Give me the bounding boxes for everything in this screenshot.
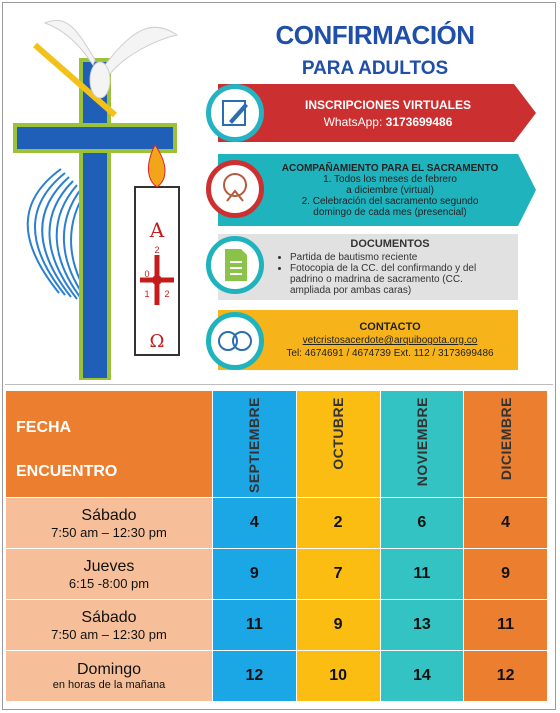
date-cell: 11	[464, 600, 548, 651]
whatsapp-number[interactable]: 3173699486	[385, 114, 453, 129]
banner4-circle	[206, 312, 264, 370]
svg-text:Ω: Ω	[149, 331, 165, 352]
table-row	[6, 549, 548, 600]
document-icon	[211, 241, 259, 289]
banner-arrow	[518, 154, 536, 226]
day-cell: Sábado 7:50 am – 12:30 pm	[6, 498, 213, 549]
month-header: OCTUBRE	[296, 391, 380, 498]
whatsapp-label: WhatsApp:	[323, 114, 383, 129]
date-cell: 11	[213, 600, 297, 651]
day-cell: Domingo en horas de la mañana	[6, 651, 213, 702]
day-cell: Sábado 7:50 am – 12:30 pm	[6, 600, 213, 651]
contact-heading: CONTACTO	[359, 321, 421, 333]
banner3-circle	[206, 236, 264, 294]
date-cell: 10	[296, 651, 380, 702]
cross-candle-illustration	[5, 5, 205, 380]
date-cell: 12	[213, 651, 297, 702]
svg-text:2: 2	[164, 289, 170, 299]
contact-icon	[211, 317, 259, 365]
documents-heading: DOCUMENTOS	[350, 238, 430, 250]
accompaniment-item: 1. Todos los meses de febrero	[323, 173, 457, 185]
day-cell: Jueves 6:15 -8:00 pm	[6, 549, 213, 600]
date-cell: 7	[296, 549, 380, 600]
header-encuentro: ENCUENTRO	[16, 463, 118, 480]
svg-text:A: A	[149, 218, 165, 242]
date-cell: 9	[464, 549, 548, 600]
contact-phones: Tel: 4674691 / 4674739 Ext. 112 / 3173699486	[286, 348, 494, 359]
svg-text:1: 1	[144, 289, 150, 299]
date-cell: 4	[464, 498, 548, 549]
svg-text:0: 0	[144, 269, 150, 279]
date-cell: 9	[213, 549, 297, 600]
header-fecha: FECHA	[16, 419, 72, 436]
month-header: DICIEMBRE	[464, 391, 548, 498]
date-cell: 11	[380, 549, 464, 600]
date-cell: 4	[213, 498, 297, 549]
month-header: NOVIEMBRE	[380, 391, 464, 498]
schedule-table	[5, 390, 548, 702]
date-cell: 2	[296, 498, 380, 549]
accompaniment-item: domingo de cada mes (presencial)	[313, 206, 467, 218]
date-cell: 13	[380, 600, 464, 651]
table-row	[6, 498, 548, 549]
accompaniment-item: 2. Celebración del sacramento segundo	[301, 195, 479, 207]
date-cell: 9	[296, 600, 380, 651]
accompaniment-heading: ACOMPAÑAMIENTO PARA EL SACRAMENTO	[281, 162, 499, 174]
page-subtitle: PARA ADULTOS	[301, 58, 449, 79]
schedule-header-left	[6, 391, 213, 498]
inscriptions-heading: INSCRIPCIONES VIRTUALES	[304, 97, 472, 112]
document-item: • Fotocopia de la CC. del confirmando y del padrino o madrina de sacramento (CC. ampliada por ambas caras)	[290, 263, 504, 296]
accompaniment-item: a diciembre (virtual)	[346, 184, 434, 196]
paschal-candle	[135, 145, 179, 355]
table-row	[6, 600, 548, 651]
banner-arrow	[514, 84, 536, 142]
section-divider	[5, 384, 553, 385]
contact-email-link[interactable]: vetcristosacerdote@arquibogota.org.co	[302, 335, 478, 346]
document-item: • Partida de bautismo reciente	[290, 252, 504, 263]
banner2-circle	[206, 160, 264, 218]
banner1-circle	[206, 84, 264, 142]
svg-text:2: 2	[154, 245, 160, 255]
table-row	[6, 651, 548, 702]
date-cell: 6	[380, 498, 464, 549]
date-cell: 12	[464, 651, 548, 702]
date-cell: 14	[380, 651, 464, 702]
month-header: SEPTIEMBRE	[213, 391, 297, 498]
page-title: CONFIRMACIÓN	[275, 20, 475, 50]
pencil-icon	[211, 89, 259, 137]
person-praying-icon	[211, 165, 259, 213]
